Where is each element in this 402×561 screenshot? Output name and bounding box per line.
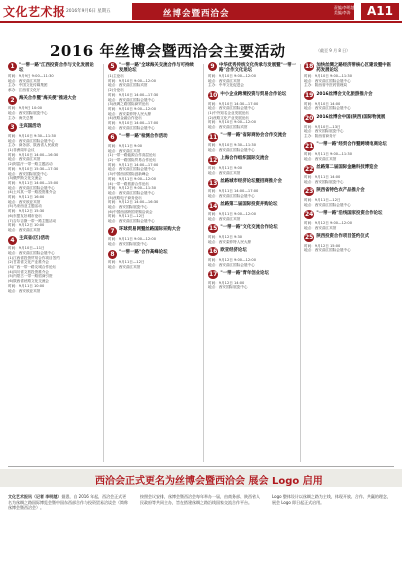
activity-title: "一带一路"江西投资合作与文化发展论坛 [19,62,94,73]
activity-heading [108,62,198,73]
activity-item [208,156,298,176]
activity-number-badge: 20 [305,115,314,123]
activity-heading [8,96,98,105]
column-divider [103,64,104,462]
activity-detail-line: 时间：9月10日 15:30—17:30 [8,166,59,171]
activity-item [108,62,198,130]
activity-heading [304,187,394,196]
story-paragraph: 按照会议安排，丝博会暨西洽会每年举办一届，由商务部、陕西省人民政府等共同主办，旨在搭建丝绸之路沿线国家交流合作平台。 [140,494,260,505]
activity-number-badge: 12 [209,156,218,164]
activity-number-badge: 21 [305,142,314,150]
activity-heading [8,236,98,245]
activity-detail-line: 主办：陕西省商务厅 [304,133,337,138]
activity-heading [304,91,394,100]
activity-item [304,142,394,162]
activity-detail-line: 主办：陕西省中医药管理局 [304,83,348,88]
activity-detail-line: 时间：9月12日 10:00 [8,223,45,228]
activity-item [208,62,298,88]
activity-detail-line: 地点：西安国际展览中心 [304,129,344,134]
activity-detail-line: 时间：9月11日 9:00—12:00 [108,237,156,242]
activity-detail-line: (5)丝路电子商务论坛 [108,195,142,200]
activity-title: 中华优秀传统文化传承与发展暨"一带一路"合作文化论坛 [219,62,296,73]
activity-title: 加快丝绸之路经济带核心区建设暨中医药发展论坛 [316,62,392,73]
activity-detail-line: 时间：9月10日 9:00—11:30 [304,74,352,78]
activity-detail-line: (5)内蒙古一带一路招商引资 [8,274,53,279]
activity-detail-line: (4)一带一路旅游合作论坛 [108,181,150,186]
activity-detail-line: 地点：西安曲江国际会展中心 [108,219,155,224]
activity-detail-line: 时间：9月11日 14:00—17:00 [208,189,259,194]
activity-heading [304,233,394,242]
activity-detail-line: 时间：9月10日 14:00—17:30 [108,92,159,97]
activity-item [108,227,198,247]
activity-detail-line: 地点：西安曲江国际会展中心 [8,138,55,143]
activity-number-badge: 2 [8,96,17,105]
activity-title: 2016丝博会文化旅游推介会 [316,91,373,97]
activity-heading [108,133,198,142]
activity-column-2 [108,62,198,464]
activity-detail-line: 时间：9月11日 9:00—12:00 [208,212,256,217]
activity-title: 丝路第二届国际金融科技博览会 [316,165,378,171]
column-divider [203,64,204,462]
activity-detail-line: 时间：9月9日 9:00—11:30 [8,74,54,78]
activity-detail-line: 时间：9月11日 10:00 [8,283,45,288]
activity-detail-line: (3)俄罗斯文化交流会 [8,176,42,181]
activity-number-badge: 6 [108,133,117,142]
activity-detail-line: 时间：9月12日 9:00—11:30 [108,186,156,191]
activity-heading [208,91,298,100]
story-divider [8,466,394,467]
activity-number-badge: 16 [209,248,218,256]
activity-heading [304,114,394,123]
activity-title: 海关合作暨"海关便"推进大会 [19,96,77,102]
activity-detail-line: 地点：西安国际展览中心 [208,285,248,290]
activity-number-badge: 23 [305,188,314,196]
activity-detail-line: 地点：西安曲江宾馆 [208,216,241,221]
activity-heading [208,224,298,233]
activity-detail-line: 时间：9月10日—11日 [8,246,45,251]
activity-detail-line: (1)一带一路能源合作高层论坛 [108,153,157,158]
activity-title: 上海合作组织国际交流会 [220,156,269,162]
activity-detail-line: 时间：9月10日—13日 [304,124,341,129]
activity-detail-line: (1)中外知名企业发展论坛 [208,111,250,116]
page-number: A11 [361,3,399,20]
story-text: 据悉，自 2016 年起，西洽会正式更名为丝绸之路国际博览会暨中国东西部合作与投资贸易洽谈会（简称丝博会暨西洽会）。 [8,494,128,511]
activity-title: 主宾省(区)活动 [19,236,50,242]
activity-number-badge: 18 [305,63,314,70]
activity-number-badge: 8 [108,250,117,259]
activity-detail-line: 地点：西安曲江宾馆 [304,156,337,161]
activity-number-badge: 13 [209,179,218,187]
activity-detail-line: 时间：9月12日 9:00—12:00 [208,257,256,262]
activity-detail-line: (4)四川省文旅投资推介会 [8,269,50,274]
activity-detail-line: 地点：西安曲江国际会展中心 [304,248,351,253]
activity-item [208,224,298,244]
activity-item [208,133,298,153]
activity-title: "一带一路"省际商协会合作交流会 [220,133,287,139]
story-byline: 文化艺术报讯（记者 李明越） [8,494,62,499]
activity-detail-line: 地点：西安曲江宾馆 [208,78,241,83]
activity-detail-line: (6)中国西部跨国采购洽谈会 [108,209,153,214]
activity-column-4 [304,62,394,464]
activity-title: 丝路城市经济论坛暨招商推介会 [220,179,282,185]
activity-detail-line: 时间：9月10日 9:30—11:30 [8,133,56,138]
activity-detail-line: 地点：西安曲江国际会展中心 [8,250,55,255]
activity-detail-line: 时间：9月11日 9:00—11:30 [304,152,352,157]
activity-number-badge: 11 [209,133,218,141]
activity-item [304,210,394,230]
activity-heading [208,247,298,256]
activity-detail-line: (2)丝路文化产业发展论坛 [208,115,250,120]
activity-title: 中小企业跨境投资与贸易合作论坛 [220,91,287,97]
activity-number-badge: 14 [209,202,218,210]
activity-detail-line: 时间：9月10日 9:00—12:00 [208,74,256,78]
activity-detail-line: 地点：西安曲江宾馆 [304,225,337,230]
activity-detail-line: (2)甘肃省文化产业推介会 [8,260,50,265]
activity-heading [8,123,98,132]
activity-item [304,233,394,253]
activity-detail-line: 时间：9月11日—12日 [304,197,341,202]
activity-detail-line: 时间：9月11日 14:00 [304,175,341,180]
activity-item [304,62,394,88]
activity-number-badge: 9 [208,62,217,71]
activity-column-3 [208,62,298,464]
section-title: 丝博会暨西洽会 [163,9,230,19]
activity-item [8,236,98,294]
activity-detail-line: 地点：西安曲江国际会展中心 [108,190,155,195]
activity-detail-line: 时间：9月11日—12日 [108,214,145,219]
editor-credit: 责编/李明越 美编/李涛 [334,5,355,15]
activity-detail-line: 地点：西安曲江宾馆 [8,78,41,83]
activity-detail-line: 地点：西安曲江国际会展中心 [8,185,55,190]
activity-detail-line: 时间：9月11日 16:00 [8,195,45,200]
activity-item [208,91,298,130]
activity-title: "一带一路"青年创业论坛 [220,270,269,276]
activity-detail-line: (3)广西一带一路友城合作论坛 [8,265,57,269]
activity-title: "一带一路"经贸合作暨跨境电商论坛 [316,142,387,148]
activity-detail-line: 地点：西安曲江国际会展中心 [304,78,351,83]
activity-detail-line: 时间：9月12日 14:00 [208,280,245,285]
activity-heading [304,210,394,219]
activity-detail-line: 地点：西安国际展览中心 [8,171,48,176]
issue-date: 2016年9月6日 星期五 [66,9,111,14]
activity-detail-line: 时间：9月10日 9:00—12:00 [108,78,156,83]
story-paragraph [8,494,130,511]
activity-detail-line: (1)江西省投资贸易合作项目签约 [8,255,60,260]
activity-detail-line: 时间：9月11日 14:00—15:00 [8,180,59,185]
activity-detail-line: 地点：西安曲江国际会展中心 [108,97,155,102]
activity-detail-line: (3)丝绸之路国际商贸论坛 [108,102,150,107]
activity-heading [208,179,298,188]
activity-detail-line: 时间：9月12日 9:30 [208,234,243,239]
activity-heading [304,62,394,73]
activity-item [108,250,198,270]
activity-detail-line: (7)吉尔吉斯一带一路主题活动 [8,218,57,223]
activity-number-badge: 1 [8,62,17,71]
activity-number-badge: 19 [305,92,314,100]
activity-title: 陕西省特色农产品推介会 [316,187,365,193]
activity-heading [304,142,394,151]
activity-heading [208,62,298,73]
main-title: 2016 年丝博会暨西洽会主要活动 [50,42,286,60]
activity-title: 丝路第二届国际投资并购论坛 [220,202,278,208]
activity-item [304,91,394,111]
activity-title: "一带一路"检测合作活动 [119,133,168,139]
activity-detail-line: 地点：西安曲江宾馆 [108,265,141,269]
story-paragraph: Logo 整体设计以丝绸之路为主线，体现开放、合作、共赢的理念，展会 Logo 即日起正式启用。 [272,494,391,505]
page-header [0,0,402,24]
activity-detail-line: 地点：西安曲江宾馆 [108,148,141,153]
activity-detail-line: 地点：西安曲江国际会展中心 [108,125,155,130]
activity-detail-line: 地点：西安国际展览中心 [8,111,48,116]
activity-detail-line: (2)一带一路国际贸易合作论坛 [108,158,157,163]
activity-title: 主宾国活动 [19,123,41,129]
column-divider [300,64,301,462]
activity-number-badge: 17 [209,271,218,279]
activity-number-badge: 22 [305,165,314,173]
activity-detail-line: (6)陕西省丝路文化交流会 [8,279,50,284]
activity-detail-line: 时间：9月12日 9:00—12:00 [304,220,352,225]
activity-detail-line: 时间：9月10日 14:00—17:00 [108,121,159,126]
activity-number-badge: 5 [108,62,117,71]
activity-detail-line: 时间：9月10日 9:30—11:30 [208,143,256,148]
activity-title: 欧亚经济论坛 [220,247,247,253]
activity-title: 环球贸易网暨丝路国际采购大会 [119,227,181,233]
activity-detail-line: 时间：9月10日 14:30—17:00 [208,101,259,106]
activity-detail-line: 时间：9月12日 15:00 [304,243,341,248]
activity-title: "一带一路"全球海关交流合作与可持续发展论坛 [119,62,194,73]
activity-detail-line: 时间：9月11日—12日 [108,260,145,265]
activity-detail-line: 主办：中华文化促进会 [208,83,244,88]
activity-detail-line: 地点：西安曲江国际宾馆 [208,125,248,130]
activity-detail-line: 时间：9月10日 14:00 [304,101,341,106]
activity-item [304,165,394,185]
activity-detail-line: 时间：9月12日 14:00—16:30 [108,200,159,205]
activity-heading [108,250,198,259]
activity-item [304,187,394,207]
activity-detail-line: 承办：江西省文化厅 [8,88,41,93]
activity-heading [208,270,298,279]
activity-heading [208,133,298,142]
activity-detail-line: 主办：海关总署 [8,115,34,120]
activity-number-badge: 4 [8,236,17,245]
activity-detail-line: 主办：中国文化传媒集团 [8,83,48,88]
activity-number-badge: 7 [108,227,117,236]
activity-detail-line: (2)分论坛 [108,88,124,93]
activity-detail-line: 地点：西安曲江国际会展中心 [208,148,255,153]
main-subtitle: （截至 9 月 8 日） [316,48,351,53]
activity-number-badge: 3 [8,123,17,132]
activity-title: "一带一路"沿线国家投资合作论坛 [316,210,383,216]
activity-detail-line: (1)非洲周年会议 [8,148,35,153]
activity-item [8,123,98,232]
activity-detail-line: 地点：西安曲江国际会展中心 [304,202,351,207]
activity-detail-line: 地点：西安曲江国际会展中心 [108,167,155,172]
activity-detail-line: 时间：9月11日 14:00—17:00 [108,162,159,167]
newspaper-logo: 文化艺术报 [3,5,66,19]
activity-detail-line: 时间：9月11日 9:00 [108,143,143,148]
activity-item [208,270,298,290]
activity-item [208,179,298,199]
activity-detail-line: 地点：西安曲江国际会展中心 [304,106,351,111]
activity-detail-line: 地点：西安曲江宾馆 [8,157,41,162]
activity-detail-line: (6)东盟友好城市论坛 [8,213,42,218]
activity-item [208,202,298,222]
activity-detail-line: 时间：9月12日 15:30 [8,209,45,214]
activity-detail-line: (4)丝路金融合作论坛 [108,116,142,121]
activity-detail-line: 地点：西安曲江国际会展中心 [208,106,255,111]
activity-detail-line: 时间：9月9日 10:00 [8,106,43,111]
activity-detail-line: 地点：西安曲江国际会展中心 [208,262,255,267]
activity-detail-line: (2)阿富汗一带一路主题活动 [8,162,53,167]
activity-number-badge: 10 [209,92,218,100]
activity-detail-line: 地点：西安国际展览中心 [304,179,344,184]
activity-detail-line: 时间：9月10日 9:00—12:00 [108,106,156,111]
activity-item [8,62,98,93]
activity-number-badge: 24 [305,211,314,219]
activity-detail-line: 时间：9月11日 9:00 [208,166,243,171]
activity-item [8,96,98,121]
activity-detail-line: 地点：西安曲江国际会展中心 [208,193,255,198]
activity-column-1 [8,62,98,464]
header-divider [0,21,402,23]
activity-heading [208,202,298,211]
activity-detail-line: 地点：西安国际展览中心 [108,205,148,210]
activity-number-badge: 15 [209,225,218,233]
activity-item [108,133,198,223]
activity-detail-line: 地点：西安欧亚宾馆 [8,199,41,204]
activity-number-badge: 25 [305,234,314,242]
activity-detail-line: 地点：西安欧亚宾馆 [8,288,41,293]
activity-detail-line: 时间：9月11日 9:00—12:00 [108,176,156,181]
activity-detail-line: 地点：西安曲江国际宾馆 [108,83,148,88]
activity-item [304,114,394,139]
activity-detail-line: 地点：西安国际展览中心 [108,242,148,247]
activity-detail-line: 时间：9月10日 14:00—16:30 [8,152,59,157]
activity-heading [304,165,394,174]
activity-heading [8,62,98,73]
activity-detail-line: 地点：西安索菲特人民大厦 [208,239,252,244]
activity-item [208,247,298,267]
activity-detail-line: 主办：商务部、陕西省人民政府 [8,143,59,148]
activity-detail-line: 地点：西安曲江宾馆 [208,170,241,175]
activity-title: "一带一路"合作高峰论坛 [119,250,168,256]
activity-detail-line: (3)中国西部国际创新峰会 [108,172,150,177]
activity-detail-line: 时间：9月10日 9:00—12:00 [208,120,256,125]
activity-detail-line: 地点：西安曲江宾馆 [8,227,41,232]
activity-heading [108,227,198,236]
story-headline: 西洽会正式更名为丝博会暨西洽会 展会 Logo 启用 [95,476,323,487]
activity-detail-line: (4)土耳其一带一路投资推介会 [8,190,57,195]
activity-detail-line: (5)马来西亚主题活动 [8,204,42,209]
activity-title: "一带一路"文化交流合作论坛 [220,224,278,230]
activity-heading [208,156,298,165]
activity-detail-line: (1)主论坛 [108,74,124,78]
activity-title: 陕西投资合作项目签约仪式 [316,233,370,239]
activity-title: 2016丝博会中国(陕西)国际物流展 [316,114,386,120]
activity-detail-line: 地点：西安索菲特人民大厦 [108,111,152,116]
